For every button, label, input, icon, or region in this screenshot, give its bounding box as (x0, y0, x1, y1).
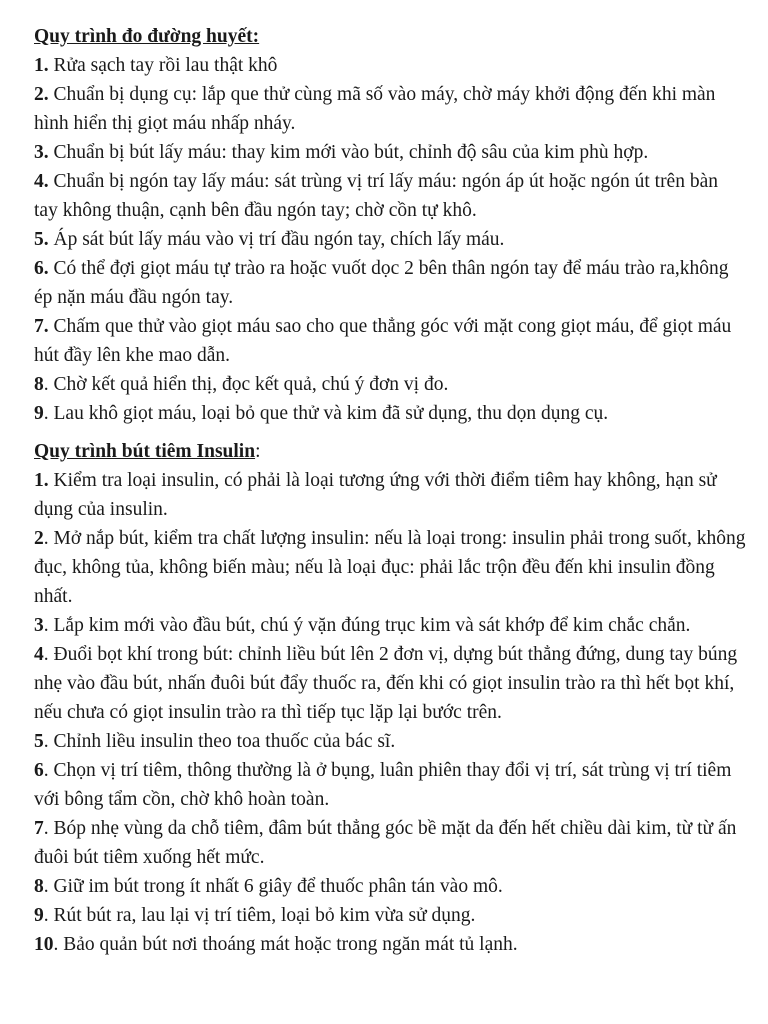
list-item: 10. Bảo quản bút nơi thoáng mát hoặc trong ngăn mát tủ lạnh. (34, 934, 518, 955)
list-item: 6. Chọn vị trí tiêm, thông thường là ở bụng, luân phiên thay đổi vị trí, sát trùng vị trí tiêm với bông tẩm cồn, chờ khô hoàn toàn. (34, 760, 732, 810)
section-spacer (34, 428, 746, 437)
list-item: 7. Bóp nhẹ vùng da chỗ tiêm, đâm bút thẳng góc bề mặt da đến hết chiều dài kim, từ từ ấn đuôi bút tiêm xuống hết mức. (34, 818, 737, 868)
list-item: 6. Có thể đợi giọt máu tự trào ra hoặc vuốt dọc 2 bên thân ngón tay để máu trào ra,không ép nặn máu đầu ngón tay. (34, 258, 729, 308)
list-item: 2. Mở nắp bút, kiểm tra chất lượng insulin: nếu là loại trong: insulin phải trong suốt, không đục, không tủa, không biến màu; nếu là loại đục: phải lắc trộn đều đến khi insulin đồng nhất. (34, 528, 746, 607)
insulin-procedure-title: Quy trình bút tiêm Insulin: (34, 441, 261, 462)
list-item: 4. Đuổi bọt khí trong bút: chỉnh liều bút lên 2 đơn vị, dựng bút thẳng đứng, dung tay búng nhẹ vào đầu bút, nhấn đuôi bút đẩy thuốc ra, đến khi có giọt insulin trào ra thì hết bọt khí, nếu chưa có giọt insulin trào ra thì tiếp tục lặp lại bước trên. (34, 644, 738, 723)
list-item: 1. Kiểm tra loại insulin, có phải là loại tương ứng với thời điểm tiêm hay không, hạn sử dụng của insulin. (34, 470, 717, 520)
list-item: 9. Rút bút ra, lau lại vị trí tiêm, loại bỏ kim vừa sử dụng. (34, 905, 476, 926)
list-item: 8. Chờ kết quả hiển thị, đọc kết quả, chú ý đơn vị đo. (34, 374, 449, 395)
list-item: 4. Chuẩn bị ngón tay lấy máu: sát trùng vị trí lấy máu: ngón áp út hoặc ngón út trên bàn tay không thuận, cạnh bên đầu ngón tay; chờ cồn tự khô. (34, 171, 718, 221)
list-item: 8. Giữ im bút trong ít nhất 6 giây để thuốc phân tán vào mô. (34, 876, 503, 897)
list-item: 3. Chuẩn bị bút lấy máu: thay kim mới vào bút, chỉnh độ sâu của kim phù hợp. (34, 142, 649, 163)
document-page (34, 22, 746, 959)
insulin-steps-list (34, 466, 746, 959)
list-item: 1. Rửa sạch tay rồi lau thật khô (34, 55, 278, 76)
list-item: 5. Áp sát bút lấy máu vào vị trí đầu ngón tay, chích lấy máu. (34, 229, 505, 250)
list-item: 3. Lắp kim mới vào đầu bút, chú ý vặn đúng trục kim và sát khớp để kim chắc chắn. (34, 615, 691, 636)
glucose-steps-list (34, 51, 746, 428)
list-item: 7. Chấm que thử vào giọt máu sao cho que thẳng góc với mặt cong giọt máu, để giọt máu hút đầy lên khe mao dẫn. (34, 316, 732, 366)
list-item: 2. Chuẩn bị dụng cụ: lắp que thử cùng mã số vào máy, chờ máy khởi động đến khi màn hình hiển thị giọt máu nhấp nháy. (34, 84, 716, 134)
glucose-procedure-title: Quy trình đo đường huyết: (34, 26, 260, 47)
list-item: 5. Chỉnh liều insulin theo toa thuốc của bác sĩ. (34, 731, 396, 752)
list-item: 9. Lau khô giọt máu, loại bỏ que thử và kim đã sử dụng, thu dọn dụng cụ. (34, 403, 609, 424)
